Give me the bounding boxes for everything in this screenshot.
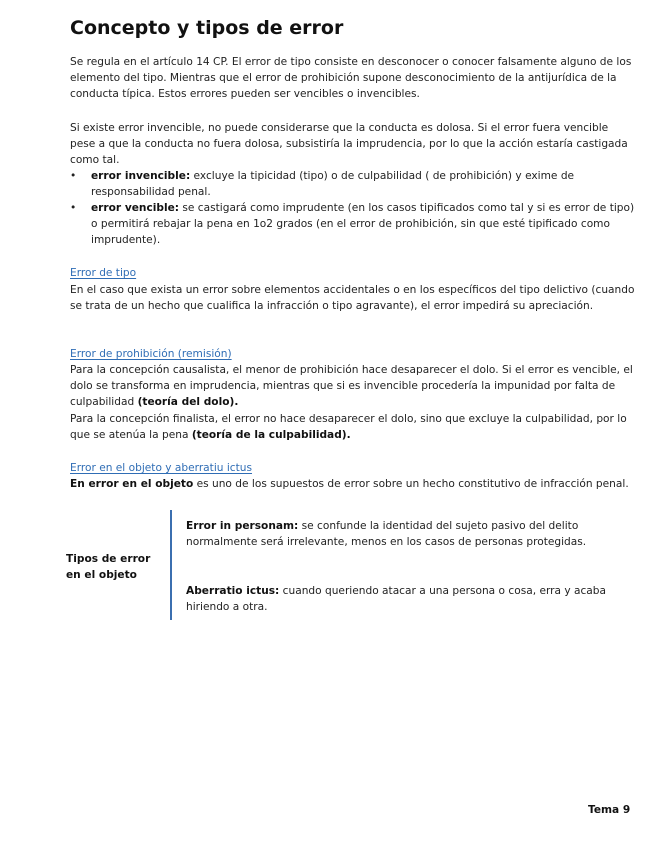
item-term: Aberratio ictus: [186, 585, 280, 597]
bullet-icon: • [70, 202, 77, 214]
finalista-paragraph [70, 411, 636, 443]
error-objeto-lead: En error en el objeto [70, 478, 194, 490]
teoria-culpabilidad: (teoría de la culpabilidad). [191, 429, 351, 441]
aberratio-ictus [186, 583, 616, 615]
error-objeto-paragraph [70, 476, 636, 492]
error-objeto-link[interactable]: Error en el objeto y aberratiu ictus [70, 462, 253, 474]
causalista-text: Para la concepción causalista, el menor de prohibición hace desaparecer el dolo. Si el error es vencible, el dolo se transforma en imprudencia, mientras que si es invencible procedería la impunidad por falta de culpabilidad [70, 364, 633, 408]
error-tipo-link[interactable]: Error de tipo [70, 267, 137, 279]
error-tipo-paragraph: En el caso que exista un error sobre elementos accidentales o en los específicos del tipo delictivo (cuando se trata de un hecho que cualifica la infracción o tipo agravante), el error impedirá su apreciación. [70, 284, 635, 312]
page-title: Concepto y tipos de error [70, 17, 344, 39]
page-footer: Tema 9 [588, 804, 631, 816]
causalista-paragraph [70, 362, 636, 410]
item-term: Error in personam: [186, 520, 299, 532]
error-types-list [70, 168, 636, 248]
list-item [70, 200, 636, 248]
intro-paragraph: Se regula en el artículo 14 CP. El error de tipo consiste en desconocer o conocer falsamente alguno de los elemento del tipo. Mientras que el error de prohibición supone desconocimiento de la antijurídica de la conducta típica. Estos errores pueden ser vencibles o invencibles. [70, 56, 632, 100]
error-in-personam [186, 518, 616, 550]
invencible-paragraph: Si existe error invencible, no puede considerarse que la conducta es dolosa. Si el error fuera vencible pese a que la conducta no fuera dolosa, subsistiría la imprudencia, por lo que la acción estaría castigada como tal. [70, 122, 628, 166]
bullet-term: error invencible: [91, 170, 191, 182]
bullet-text: excluye la tipicidad (tipo) o de culpabilidad ( de prohibición) y exime de responsabilidad penal. [91, 170, 575, 198]
error-prohibicion-link[interactable]: Error de prohibición (remisión) [70, 348, 232, 360]
error-objeto-text: es uno de los supuestos de error sobre un hecho constitutivo de infracción penal. [193, 478, 629, 490]
list-item [70, 168, 636, 200]
bullet-text: se castigará como imprudente (en los casos tipificados como tal y si es error de tipo) o permitirá rebajar la pena en 1o2 grados (en el error de prohibición, sin que esté tipificado como imprudente). [91, 202, 635, 246]
item-text: cuando queriendo atacar a una persona o cosa, erra y acaba hiriendo a otra. [186, 585, 607, 613]
tipos-error-label: Tipos de error en el objeto [66, 553, 151, 581]
bullet-term: error vencible: [91, 202, 180, 214]
bullet-icon: • [70, 170, 77, 182]
finalista-text: Para la concepción finalista, el error no hace desaparecer el dolo, sino que excluye la culpabilidad, por lo que se atenúa la pena [70, 413, 627, 441]
teoria-dolo: (teoría del dolo). [137, 396, 239, 408]
table-divider [170, 510, 172, 620]
item-text: se confunde la identidad del sujeto pasivo del delito normalmente será irrelevante, menos en los casos de personas protegidas. [186, 520, 587, 548]
